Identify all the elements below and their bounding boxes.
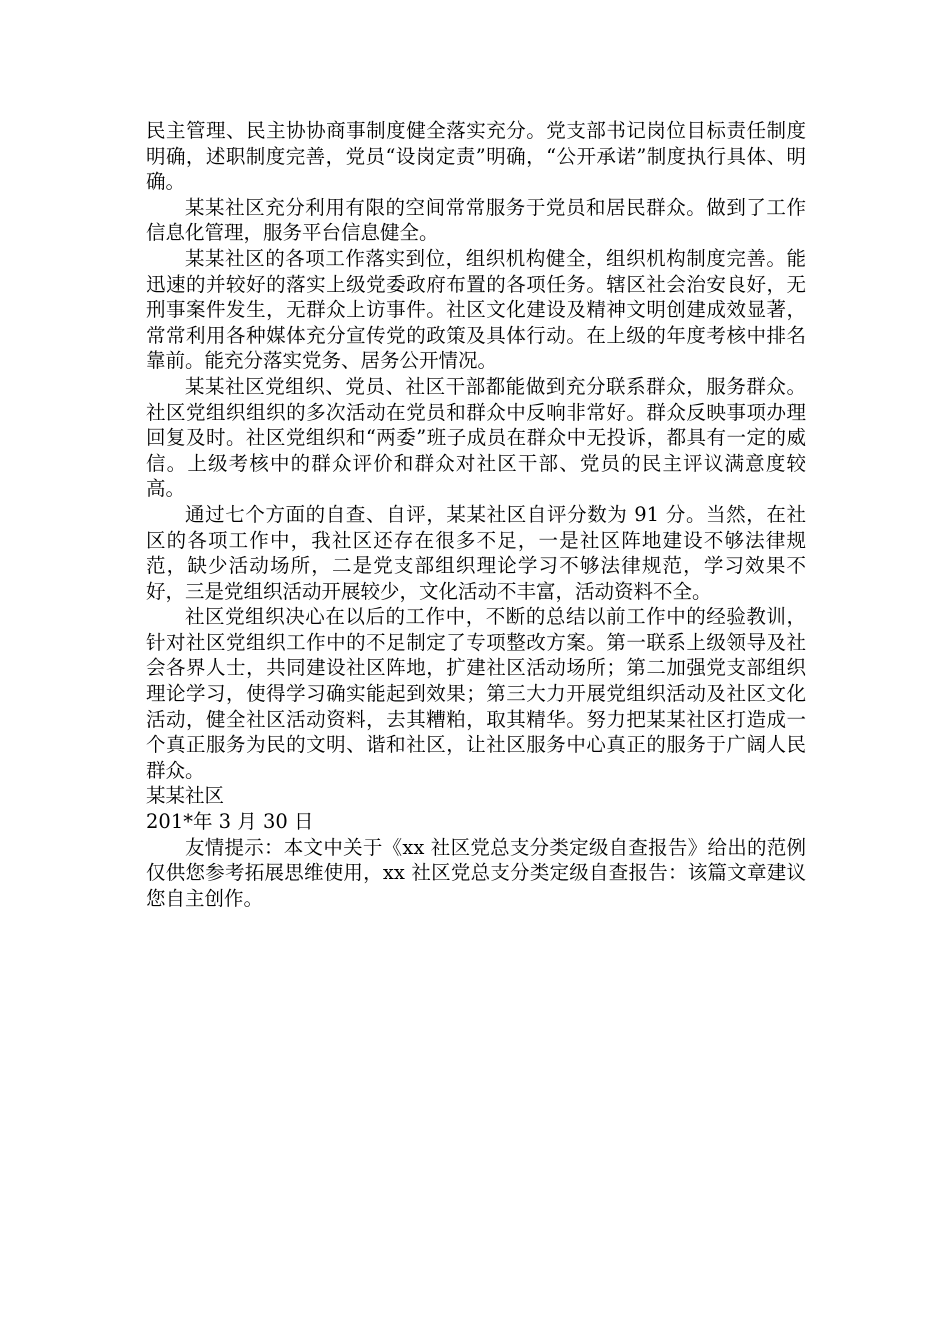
notice-paragraph: 友情提示：本文中关于《xx 社区党总支分类定级自查报告》给出的范例仅供您参考拓展思维使用，xx 社区党总支分类定级自查报告：该篇文章建议您自主创作。 xyxy=(146,835,806,910)
paragraph-6: 社区党组织决心在以后的工作中，不断的总结以前工作中的经验教训，针对社区党组织工作中的不足制定了专项整改方案。第一联系上级领导及社会各界人士，共同建设社区阵地，扩建社区活动场所；第二加强党支部组织理论学习，使得学习确实能起到效果；第三大力开展党组织活动及社区文化活动，健全社区活动资料，去其糟粕，取其精华。努力把某某社区打造成一个真正服务为民的文明、谐和社区，让社区服务中心真正的服务于广阔人民群众。 xyxy=(146,605,806,782)
paragraph-1: 民主管理、民主协协商事制度健全落实充分。党支部书记岗位目标责任制度明确，述职制度完善，党员“设岗定责”明确，“公开承诺”制度执行具体、明确。 xyxy=(146,119,806,194)
paragraph-4: 某某社区党组织、党员、社区干部都能做到充分联系群众，服务群众。社区党组织组织的多次活动在党员和群众中反响非常好。群众反映事项办理回复及时。社区党组织和“两委”班子成员在群众中无投诉，都具有一定的威信。上级考核中的群众评价和群众对社区干部、党员的民主评议满意度较高。 xyxy=(146,374,806,501)
signature: 某某社区 xyxy=(146,784,225,808)
date-line: 201*年 3 月 30 日 xyxy=(146,810,314,834)
paragraph-3: 某某社区的各项工作落实到位，组织机构健全，组织机构制度完善。能迅速的并较好的落实上级党委政府布置的各项任务。辖区社会治安良好，无刑事案件发生，无群众上访事件。社区文化建设及精神文明创建成效显著，常常利用各种媒体充分宣传党的政策及具体行动。在上级的年度考核中排名靠前。能充分落实党务、居务公开情况。 xyxy=(146,246,806,373)
paragraph-2: 某某社区充分利用有限的空间常常服务于党员和居民群众。做到了工作信息化管理，服务平台信息健全。 xyxy=(146,195,806,245)
document-body xyxy=(146,118,806,911)
paragraph-5: 通过七个方面的自查、自评，某某社区自评分数为 91 分。当然，在社区的各项工作中，我社区还存在很多不足，一是社区阵地建设不够法律规范，缺少活动场所，二是党支部组织理论学习不够法律规范，学习效果不好，三是党组织活动开展较少，文化活动不丰富，活动资料不全。 xyxy=(146,502,806,603)
